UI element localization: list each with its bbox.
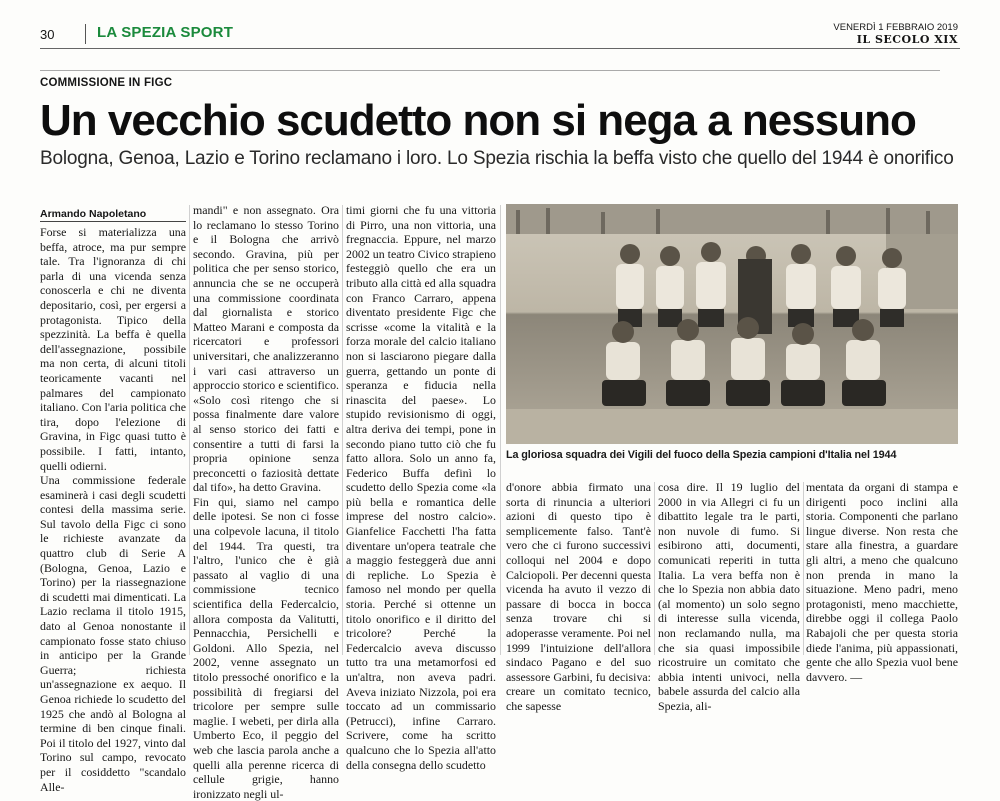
column-text: cosa dire. Il 19 luglio del 2000 in via Allegri ci fu un dibattito legale tra le parti, non nuvole di fumo. Si esibirono atti, documenti, comunicati reperiti in tutta Italia. La vera beffa non è che lo Spezia non abbia dato (al momento) un solo segno di interesse sulla vicenda, non reclamando nulla, ma che sia quasi impossibile ricostruire un comitato che abbia intenti univoci, nella babele assurda del calcio alla Spezia, ali- [658,480,800,713]
header-divider [85,24,86,44]
article-column-1 [40,225,186,794]
column-text: d'onore abbia firmato una sorta di rinuncia a ulteriori azioni di questo tipo è semplicemente falso. Tant'è vero che ci furono successivi colloqui nel 2004 e dopo Calciopoli. Per decenni questa vicenda ha avuto il vezzo di passare di bocca in bocca senza trovare chi si adoperasse veramente. Poi nel 1999 l'intuizione dell'allora sindaco Pagano e del suo assessore Garbini, fu decisiva: creare un comitato tecnico, che sapesse [506,480,651,713]
issue-date: VENERDÌ 1 FEBBRAIO 2019 [833,22,958,33]
column-text: Forse si materializza una beffa, atroce, ma pur sempre tale. Tra l'ignoranza di chi parla di una vicenda senza conoscerla e chi ne diventa depositario, così, per ergersi a protagonista. Tipico della spezzinità. La beffa è quella dell'assegnazione, possibile ma non certa, di alcuni titoli teoricamente vacanti nel palmares del campionato italiano. Con l'aria politica che tira, dopo l'elezione di Gravina, in Figc quasi tutto è possibile. I fatti, intanto, quelli odierni. Una commissione federale esaminerà i casi degli scudetti contesi della massima serie. Sul tavolo della Figc ci sono le richieste avanzate da quattro club di Serie A (Bologna, Genoa, Lazio e Torino) per la riassegnazione di scudetti mai dimenticati. La Lazio reclama il titolo 1915, dato al Genoa nonostante il campionato fosse stato chiuso in anticipo per la Grande Guerra; richiesta un'assegnazione ex aequo. Il Genoa richiede lo scudetto del 1925 che andò al Bologna al termine di ben cinque finali. Poi il titolo del 1927, vinto dal Torino sul campo, revocato per il cosiddetto "scandalo Alle- [40,225,186,794]
section-name: LA SPEZIA SPORT [97,24,234,41]
article-column-2 [193,203,339,801]
column-divider [500,205,501,655]
kicker: COMMISSIONE IN FIGC [40,77,173,89]
column-text: timi giorni che fu una vittoria di Pirro, una non vittoria, una fregnaccia. Eppure, nel marzo 2002 un teatro Civico strapieno festeggiò quello che era un tributo alla città ed alla squadra con Franco Carraro, appena diventato presidente Figc che scrisse «come la vitalità e la forza morale del calcio italiano non si lasciarono piegare dalla guerra, gettando un ponte di speranza e fiducia nella rinascita del paese». Lo stupido revisionismo di oggi, altra deriva dei tempi, pone in secondo piano tutto ciò che fu fatto allora. Solo un anno fa, Federico Buffa definì lo scudetto dello Spezia come «la più bella e romantica delle imprese del nostro calcio». Gianfelice Facchetti l'ha fatta diventare un'opera teatrale che a maggio festeggerà due anni di repliche. Lo Spezia è famoso nel mondo per quella storia. Perché si ottenne un titolo onorifico e il diritto del tricolore? Perché la Federcalcio aveva discusso tutto tra una metamorfosi ed un'altra, non aveva padri. Aveva iniziato Nizzola, poi era toccato ad un commissario (Petrucci), infine Carraro. Scrivere, come ha scritto qualcuno che lo Spezia all'atto della consegna dello scudetto [346,203,496,772]
column-divider [189,205,190,655]
column-text: mandi" e non assegnato. Ora lo reclamano lo stesso Torino e il Bologna che arrivò secondo. Gravina, più per politica che per senso storico, annuncia che se ne occuperà una commissione coordinata dal giornalista e storico Matteo Marani e composta da ricercatori e professori universitari, che analizzeranno i vari casi attraverso un approccio storico e scientifico. «Solo così ritengo che si possa finalmente dare valore al senso storico dei fatti e consentire a tutti di farsi la propria opinione senza preconcetti o faziosità dettate dal tifo», ha detto Gravina. Fin qui, siamo nel campo delle ipotesi. Se non ci fosse una colpevole lacuna, il titolo del 1944. Tra questi, tra l'altro, l'unico che è già passato al vaglio di una commissione tecnico scientifica della Federcalcio, allora composta da Valitutti, Pennacchia, Persichelli e Goldoni. Allo Spezia, nel 2002, venne assegnato un titolo pressoché onorifico e la possibilità di fregiarsi del tricolore per sempre sulle maglie. I webeti, per dirla alla Umberto Eco, il peggio del web che lascia parola anche a quelli alla perenne ricerca di cellule grigie, hanno ironizzato negli ul- [193,203,339,801]
article-column-3 [346,203,496,772]
byline-rule [40,221,186,222]
column-divider [654,482,655,655]
subheadline: Bologna, Genoa, Lazio e Torino reclamano i loro. Lo Spezia rischia la beffa visto che quello del 1944 è onorifico [40,148,954,169]
header-rule [40,48,960,49]
article-column-4 [506,480,651,713]
article-column-5 [658,480,800,713]
article-column-6 [806,480,958,684]
column-divider [342,205,343,655]
masthead-logo: IL SECOLO XIX [856,33,958,46]
headline: Un vecchio scudetto non si nega a nessuno [40,96,916,145]
byline: Armando Napoletano [40,208,147,220]
team-photo-image [506,204,958,444]
team-photo [506,204,958,444]
photo-caption: La gloriosa squadra dei Vigili del fuoco della Spezia campioni d'Italia nel 1944 [506,449,897,461]
column-divider [803,482,804,655]
page-number: 30 [40,27,55,42]
column-text: mentata da organi di stampa e dirigenti poco inclini alla storia. Componenti che parlano lingue diverse. Non resta che stare alla finestra, a guardare gli altri, a meno che qualcuno non prenda in mano la situazione. Meno padri, meno protagonisti, meno macchiette, direbbe oggi il collega Paolo Rabajoli che per questa storia diede l'anima, più appassionati, gente che allo Spezia vuol bene davvero. — [806,480,958,684]
dateline [833,22,958,46]
kicker-rule [40,70,940,71]
